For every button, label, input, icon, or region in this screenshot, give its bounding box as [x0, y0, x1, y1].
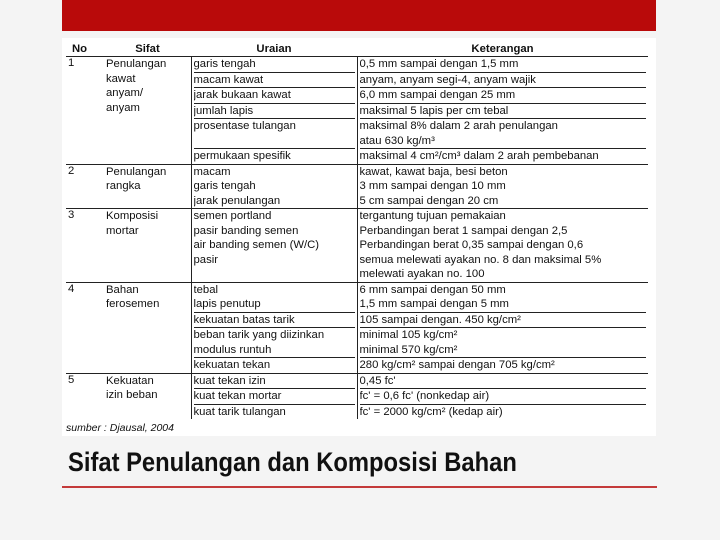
keterangan-item: 3 mm sampai dengan 10 mm — [359, 180, 506, 192]
header-uraian: Uraian — [191, 42, 357, 57]
group-number: 1 — [66, 57, 104, 165]
uraian-item: pasir banding semen — [193, 224, 299, 237]
group-number: 5 — [68, 373, 75, 386]
table-image-panel — [62, 38, 656, 436]
keterangan-item: maksimal 5 lapis per cm tebal — [360, 104, 647, 120]
keterangan-line: melewati ayakan no. 100 — [359, 268, 485, 280]
keterangan-line: semua melewati ayakan no. 8 dan maksimal 5% — [359, 253, 602, 266]
uraian-item: kuat tekan izin — [194, 374, 355, 390]
group-number: 3 — [66, 209, 104, 283]
properties-table — [66, 42, 648, 419]
uraian-cell — [191, 164, 357, 209]
keterangan-item: fc' = 2000 kg/cm² (kedap air) — [359, 405, 503, 418]
uraian-item: jarak penulangan — [193, 194, 281, 207]
uraian-item: beban tarik yang diizinkan — [193, 329, 325, 341]
table-group-5 — [66, 373, 648, 419]
uraian-item: garis tengah — [194, 57, 355, 73]
uraian-cell — [191, 373, 357, 419]
group-number: 4 — [66, 282, 104, 373]
keterangan-cell — [357, 209, 648, 283]
uraian-item: macam — [193, 165, 231, 178]
table-header-row — [66, 42, 648, 57]
keterangan-item: 0,5 mm sampai dengan 1,5 mm — [360, 57, 647, 73]
top-accent-bar — [62, 0, 656, 31]
uraian-item: kekuatan tekan — [193, 359, 271, 371]
uraian-item: kuat tekan mortar — [194, 389, 355, 405]
keterangan-item-multiline — [360, 119, 647, 149]
keterangan-item: 1,5 mm sampai dengan 5 mm — [360, 297, 647, 313]
keterangan-cell — [357, 164, 648, 209]
keterangan-line: maksimal 8% dalam 2 arah penulangan — [359, 120, 558, 132]
uraian-item: lapis penutup — [194, 297, 355, 313]
keterangan-item: minimal 570 kg/cm² — [360, 343, 647, 359]
group-sifat: Komposisi mortar — [104, 209, 191, 283]
uraian-cell — [191, 209, 357, 283]
keterangan-item: 280 kg/cm² sampai dengan 705 kg/cm² — [359, 359, 555, 371]
table-group-3 — [66, 209, 648, 283]
keterangan-item-multiline — [360, 253, 647, 282]
header-keterangan: Keterangan — [357, 42, 648, 57]
uraian-cell — [191, 57, 357, 165]
uraian-item: macam kawat — [194, 73, 355, 89]
group-sifat: Kekuatan izin beban — [106, 374, 158, 401]
slide-title: Sifat Penulangan dan Komposisi Bahan — [68, 447, 517, 477]
uraian-item: prosentase tulangan — [194, 119, 355, 149]
uraian-item: jarak bukaan kawat — [194, 88, 355, 104]
uraian-item: garis tengah — [193, 180, 256, 192]
keterangan-item: tergantung tujuan pemakaian — [359, 210, 506, 222]
uraian-item: kekuatan batas tarik — [194, 313, 355, 329]
keterangan-cell — [357, 282, 648, 373]
keterangan-item: 6,0 mm sampai dengan 25 mm — [360, 88, 647, 104]
table-group-1 — [66, 57, 648, 165]
header-sifat: Sifat — [104, 42, 191, 57]
group-number: 2 — [66, 164, 104, 209]
group-sifat: Bahan ferosemen — [104, 282, 191, 373]
uraian-item: permukaan spesifik — [193, 150, 291, 162]
uraian-item: jumlah lapis — [194, 104, 355, 120]
keterangan-item: minimal 105 kg/cm² — [359, 329, 458, 341]
source-note: sumber : Djausal, 2004 — [66, 422, 174, 434]
uraian-item: semen portland — [193, 210, 272, 222]
keterangan-line: atau 630 kg/m³ — [359, 134, 435, 147]
table-group-4 — [66, 282, 648, 373]
group-sifat: Penulangan kawat anyam/ anyam — [104, 57, 191, 165]
uraian-item: pasir — [193, 253, 218, 266]
uraian-cell — [191, 282, 357, 373]
keterangan-item: 5 cm sampai dengan 20 cm — [359, 194, 499, 207]
keterangan-item: fc' = 0,6 fc' (nonkedap air) — [360, 389, 647, 405]
keterangan-item: kawat, kawat baja, besi beton — [359, 165, 508, 178]
keterangan-item: Perbandingan berat 1 sampai dengan 2,5 — [359, 224, 568, 237]
keterangan-item: maksimal 4 cm²/cm³ dalam 2 arah pembebanan — [359, 150, 599, 162]
uraian-item: tebal — [193, 283, 218, 296]
uraian-item: modulus runtuh — [194, 343, 355, 359]
keterangan-item: Perbandingan berat 0,35 sampai dengan 0,6 — [359, 239, 584, 251]
table-group-2 — [66, 164, 648, 209]
keterangan-item: anyam, anyam segi-4, anyam wajik — [360, 73, 647, 89]
keterangan-item: 105 sampai dengan. 450 kg/cm² — [360, 313, 647, 329]
header-no: No — [66, 42, 104, 57]
uraian-item: air banding semen (W/C) — [193, 239, 320, 251]
group-sifat: Penulangan rangka — [104, 164, 191, 209]
keterangan-item: 6 mm sampai dengan 50 mm — [359, 283, 506, 296]
uraian-item: kuat tarik tulangan — [193, 405, 286, 418]
keterangan-item: 0,45 fc' — [360, 374, 647, 390]
keterangan-cell — [357, 57, 648, 165]
title-underline — [62, 486, 657, 488]
keterangan-cell — [357, 373, 648, 419]
